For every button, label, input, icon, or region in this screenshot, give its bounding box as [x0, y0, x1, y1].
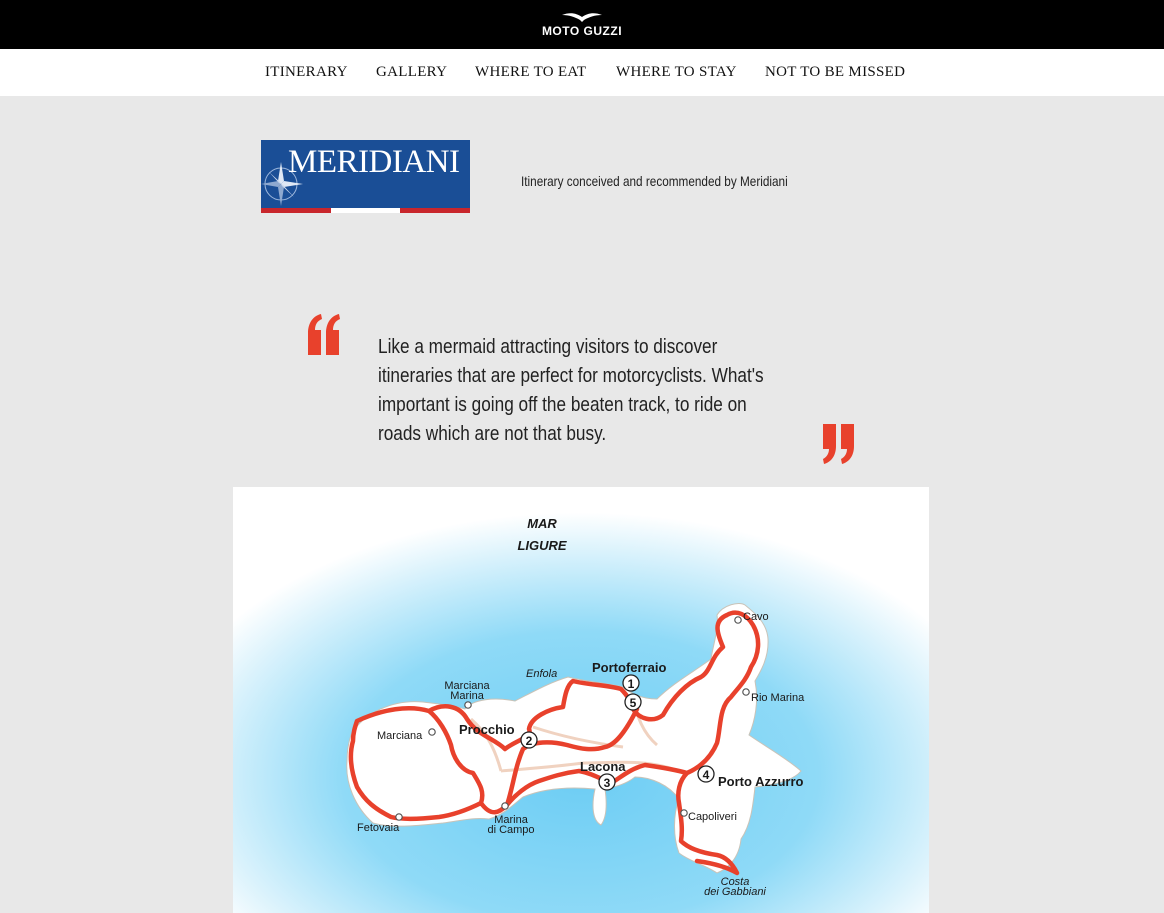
svg-text:2: 2 — [525, 734, 533, 748]
label-cavo: Cavo — [743, 611, 769, 623]
label-procchio: Procchio — [459, 722, 515, 737]
label-enfola: Enfola — [526, 668, 558, 680]
quote-text: Like a mermaid attracting visitors to discover itineraries that are perfect for motorcyclists. What's important is going off the beaten track, to ride on roads which are not that busy. — [378, 336, 764, 445]
label-fetovaia: Fetovaia — [357, 822, 400, 834]
meridiani-logo[interactable] — [261, 140, 470, 213]
main-nav — [0, 49, 1164, 96]
brand-name: MOTO GUZZI — [541, 24, 623, 38]
itinerary-map[interactable] — [233, 487, 929, 913]
nav-where-to-eat[interactable]: WHERE TO EAT — [475, 64, 587, 80]
sponsor-tagline: Itinerary conceived and recommended by Meridiani — [521, 173, 788, 189]
label-marciana-marina-1: Marciana — [444, 680, 490, 692]
svg-text:3: 3 — [603, 776, 611, 790]
label-capoliveri: Capoliveri — [688, 811, 737, 823]
label-costa-dei-gabbiani-2: dei Gabbiani — [704, 886, 766, 898]
nav-gallery[interactable]: GALLERY — [376, 64, 448, 80]
sea-label-mar: MAR — [527, 516, 557, 531]
label-marciana-marina-2: Marina — [450, 690, 484, 702]
open-quote-icon — [304, 313, 344, 357]
nav-where-to-stay[interactable]: WHERE TO STAY — [616, 64, 737, 80]
sea-label-ligure: LIGURE — [517, 538, 567, 553]
brand-logo[interactable] — [0, 0, 1164, 49]
label-portoferraio: Portoferraio — [592, 660, 667, 675]
label-marina-di-campo-1: Marina — [494, 814, 528, 826]
top-bar — [0, 0, 1164, 49]
tricolor-stripe — [261, 208, 470, 213]
label-lacona: Lacona — [580, 759, 626, 774]
nav-itinerary[interactable]: ITINERARY — [265, 64, 348, 80]
label-marina-di-campo-2: di Campo — [487, 824, 535, 836]
label-rio-marina: Rio Marina — [751, 692, 805, 704]
elba-map — [233, 487, 929, 913]
svg-text:1: 1 — [627, 677, 635, 691]
logo-wordmark: MERIDIANI — [288, 144, 460, 180]
eagle-icon — [562, 11, 602, 23]
svg-text:4: 4 — [702, 768, 710, 782]
label-porto-azzurro: Porto Azzurro — [718, 774, 804, 789]
label-costa-dei-gabbiani-1: Costa — [720, 876, 750, 888]
svg-text:5: 5 — [629, 696, 637, 710]
label-marciana: Marciana — [377, 730, 423, 742]
nav-not-to-be-missed[interactable]: NOT TO BE MISSED — [765, 64, 906, 80]
close-quote-icon — [821, 422, 861, 466]
